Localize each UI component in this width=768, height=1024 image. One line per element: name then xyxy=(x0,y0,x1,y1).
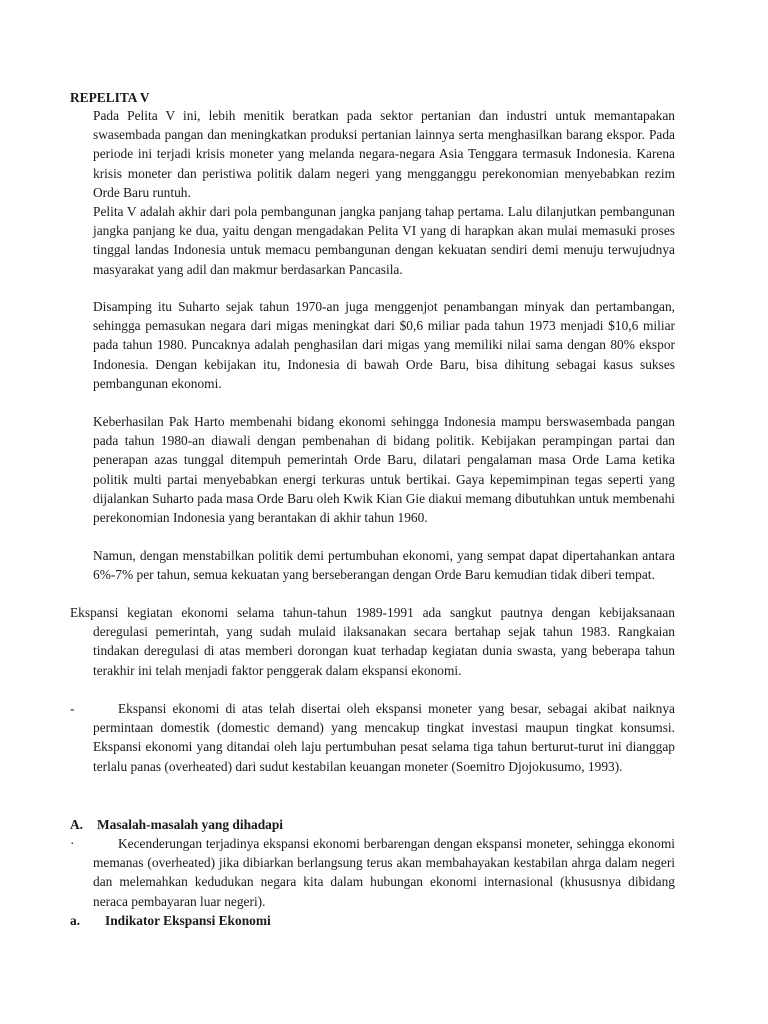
dash-item-text: Ekspansi ekonomi di atas telah disertai oleh ekspansi moneter yang besar, sebagai akibat naiknya permintaan domestik (domestic demand) yang mencakup tingkat investasi maupun tingkat konsumsi. Ekspansi ekonomi yang ditandai oleh laju pertumbuhan pesat selama tiga tahun berturut-turut ini dianggap terlalu panas (overheated) dari sudut kestabilan keuangan moneter (Soemitro Djojokusumo, 1993). xyxy=(93,701,675,774)
dash-marker: - xyxy=(70,701,75,716)
bullet-list-item xyxy=(70,834,675,911)
section-a-label: A. xyxy=(70,817,84,832)
paragraph-pelita-v-end: Pelita V adalah akhir dari pola pembangunan jangka panjang tahap pertama. Lalu dilanjutkan pembangunan jangka panjang ke dua, yaitu dengan mengadakan Pelita VI yang di harapkan akan mulai memasuki proses tinggal landas Indonesia untuk memacu pembangunan dengan kekuatan sendiri demi menuju terwujudnya masyarakat yang adil dan makmur berdasarkan Pancasila. xyxy=(93,204,675,277)
section-b-heading xyxy=(70,911,271,930)
section-heading: REPELITA V xyxy=(70,90,150,105)
paragraph-pelita-v: Pada Pelita V ini, lebih menitik beratkan pada sektor pertanian dan industri untuk memantapakan swasembada pangan dan meningkatkan produksi pertanian lainnya serta menghasilkan barang ekspor. Pada periode ini terjadi krisis moneter yang melanda negara-negara Asia Tenggara termasuk Indonesia. Karena krisis moneter dan peristiwa politik dalam negeri yang mengganggu perekonomian menyebabkan rezim Orde Baru runtuh. xyxy=(93,108,675,200)
paragraph-political-stability: Namun, dengan menstabilkan politik demi pertumbuhan ekonomi, yang sempat dapat dipertahankan antara 6%-7% per tahun, semua kekuatan yang berseberangan dengan Orde Baru kemudian tidak diberi tempat. xyxy=(93,548,675,583)
section-b-label: a. xyxy=(70,913,81,928)
bullet-item-text: Kecenderungan terjadinya ekspansi ekonomi berbarengan dengan ekspansi moneter, sehingga ekonomi memanas (overheated) jika dibiarkan berlangsung terus akan membahayakan kestabilan ahrga dalam negeri dan melemahkan kedudukan negara kita dalam hubungan ekonomi internasional (khususnya dibidang neraca pembayaran luar negeri). xyxy=(93,836,675,909)
section-b-title: Indikator Ekspansi Ekonomi xyxy=(105,913,271,928)
dash-list-item xyxy=(70,699,675,776)
section-a-heading xyxy=(70,815,283,834)
section-a-title: Masalah-masalah yang dihadapi xyxy=(97,817,284,832)
paragraph-economic-success: Keberhasilan Pak Harto membenahi bidang ekonomi sehingga Indonesia mampu berswasembada pangan pada tahun 1980-an diawali dengan pembenahan di bidang politik. Kebijakan perampingan partai dan penerapan azas tunggal ditempuh pemerintah Orde Baru, dilatari pengalaman masa Orde Lama ketika politik multi partai menyebabkan energi terkuras untuk bertikai. Gaya kepemimpinan tegas seperti yang dijalankan Suharto pada masa Orde Baru oleh Kwik Kian Gie diakui memang dibutuhkan untuk membenahi perekonomian Indonesia yang berantakan di akhir tahun 1960. xyxy=(93,414,675,526)
paragraph-oil-mining: Disamping itu Suharto sejak tahun 1970-an juga menggenjot penambangan minyak dan pertambangan, sehingga pemasukan negara dari migas meningkat dari $0,6 miliar pada tahun 1973 menjadi $10,6 miliar pada tahun 1980. Puncaknya adalah penghasilan dari migas yang memiliki nilai sama dengan 80% ekspor Indonesia. Dengan kebijakan itu, Indonesia di bawah Orde Baru, bisa dihitung sebagai kasus sukses pembangunan ekonomi. xyxy=(93,299,675,391)
paragraph-deregulation: Ekspansi kegiatan ekonomi selama tahun-tahun 1989-1991 ada sangkut pautnya dengan kebijaksanaan deregulasi pemerintah, yang sudah mulaid ilaksanakan secara bertahap sejak tahun 1983. Rangkaian tindakan deregulasi di atas memberi dorongan kuat terhadap kegiatan dunia swasta, yang beberapa tahun terakhir ini telah menjadi faktor penggerak dalam ekspansi ekonomi. xyxy=(70,605,675,678)
bullet-marker: · xyxy=(70,836,75,851)
